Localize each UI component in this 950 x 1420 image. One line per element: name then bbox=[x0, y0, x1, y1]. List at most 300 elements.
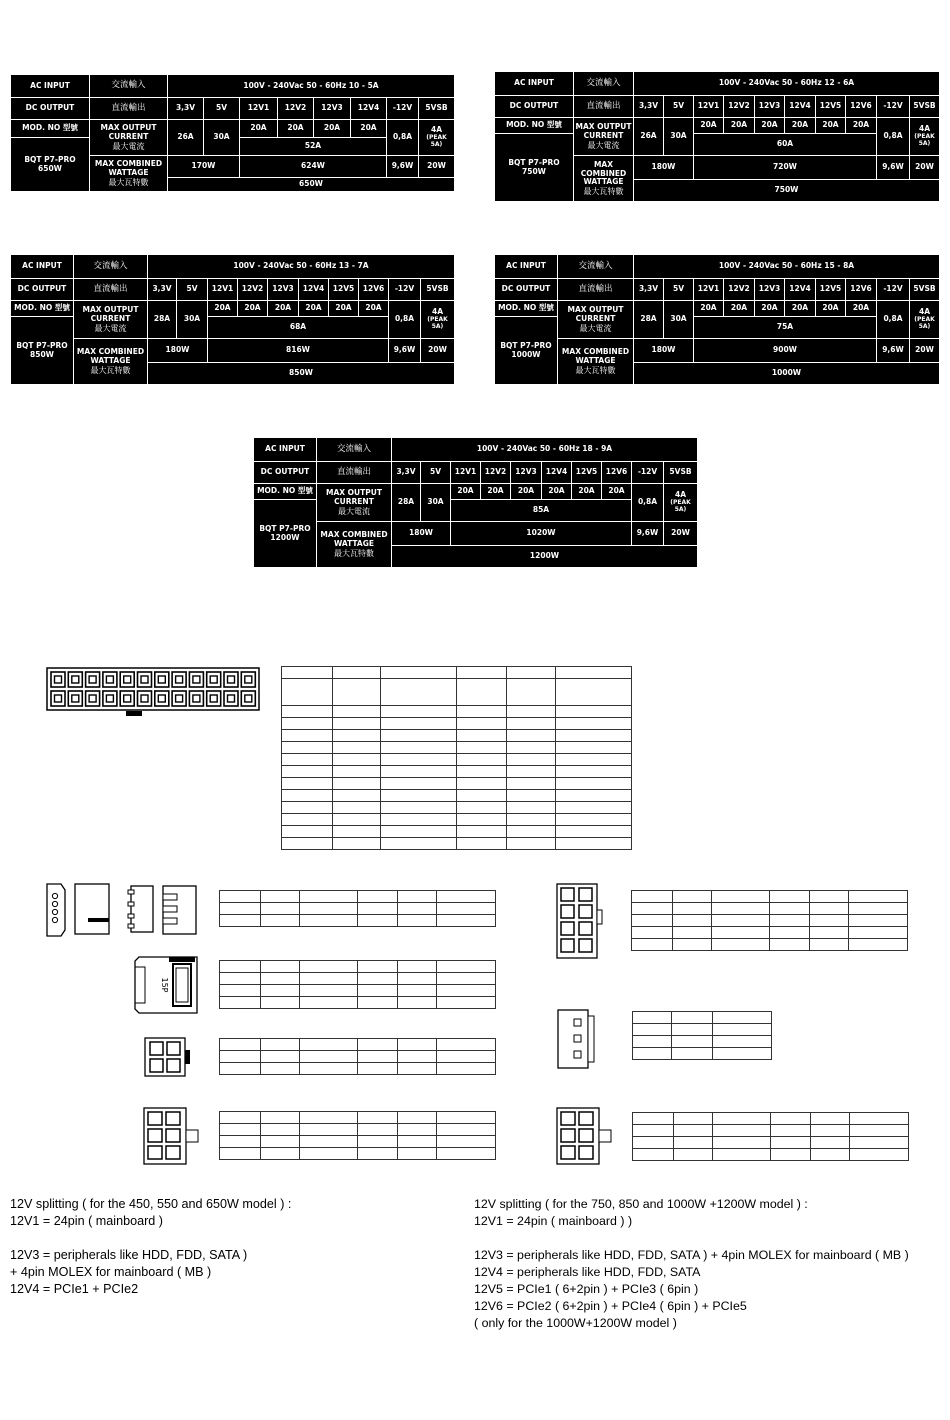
wattage-3v3-5v: 180W bbox=[634, 156, 694, 180]
table-cell bbox=[381, 766, 457, 778]
table-cell bbox=[299, 1051, 358, 1063]
table-cell bbox=[332, 742, 381, 754]
table-cell bbox=[556, 679, 632, 706]
table-cell bbox=[299, 915, 358, 927]
spec-table-750w bbox=[495, 72, 940, 202]
table-cell bbox=[506, 838, 556, 850]
wattage-12v: 816W bbox=[208, 339, 389, 363]
table-row bbox=[220, 891, 496, 903]
table-cell bbox=[358, 973, 398, 985]
table-cell bbox=[381, 718, 457, 730]
table-cell bbox=[332, 730, 381, 742]
table-cell bbox=[299, 961, 358, 973]
table-cell bbox=[672, 903, 711, 915]
current-text-cn: 最大電流 bbox=[94, 323, 127, 333]
table-cell bbox=[456, 838, 506, 850]
current-value: 20A bbox=[511, 484, 542, 500]
table-cell bbox=[299, 1112, 358, 1124]
pin-icon bbox=[241, 691, 255, 706]
notes-right-line: ( only for the 1000W+1200W model ) bbox=[474, 1316, 677, 1330]
table-cell bbox=[633, 1149, 674, 1161]
table-cell bbox=[506, 802, 556, 814]
table-cell bbox=[456, 706, 506, 718]
current-value: 20A bbox=[451, 484, 481, 500]
dc-output-label: DC OUTPUT bbox=[495, 279, 558, 301]
pin-icon bbox=[224, 672, 238, 687]
dc-output-label-cn: 直流輸出 bbox=[558, 279, 634, 301]
table-cell bbox=[810, 939, 849, 951]
ac-input-value: 100V - 240Vac 50 - 60Hz 13 - 7A bbox=[148, 255, 455, 279]
rail-label: -12V bbox=[387, 98, 419, 120]
notes-left-line: 12V3 = peripherals like HDD, FDD, SATA ) bbox=[10, 1248, 248, 1262]
pin-icon bbox=[207, 672, 221, 687]
max-combined-wattage-label bbox=[574, 156, 634, 202]
table-cell bbox=[381, 730, 457, 742]
pcie-8pin-connector-icon bbox=[555, 1106, 615, 1166]
table-cell bbox=[282, 679, 333, 706]
rail-label: 12V1 bbox=[451, 462, 481, 484]
current-value: 20A bbox=[785, 118, 816, 134]
max-combined-text: MAX COMBINED bbox=[94, 159, 163, 169]
rail-label: 12V2 bbox=[724, 279, 755, 301]
current-value: 20A bbox=[846, 118, 877, 134]
table-row bbox=[220, 1063, 496, 1075]
notes-spacer bbox=[10, 1230, 450, 1247]
notes-left-line: 12V4 = PCIe1 + PCIe2 bbox=[10, 1282, 139, 1296]
wattage-3v3-5v: 170W bbox=[168, 156, 240, 178]
rail-label: 5V bbox=[177, 279, 208, 301]
sata-connector-icon bbox=[132, 955, 198, 1015]
table-cell bbox=[556, 766, 632, 778]
current-5vsb-text: 4A bbox=[918, 307, 931, 317]
notes-left bbox=[10, 1196, 450, 1298]
pinout-table-molex bbox=[219, 890, 496, 927]
current-5vsb-text: 4A bbox=[430, 125, 443, 135]
ac-input-value: 100V - 240Vac 50 - 60Hz 12 - 6A bbox=[634, 72, 940, 96]
pin-icon bbox=[51, 672, 65, 687]
rail-label: 12V1 bbox=[240, 98, 278, 120]
ac-input-label: AC INPUT bbox=[11, 75, 90, 98]
current-value: 30A bbox=[664, 118, 694, 156]
table-cell bbox=[299, 1063, 358, 1075]
table-cell bbox=[358, 1148, 398, 1160]
table-cell bbox=[220, 903, 261, 915]
table-cell bbox=[810, 903, 849, 915]
table-cell bbox=[556, 814, 632, 826]
table-row bbox=[633, 1113, 909, 1125]
table-row bbox=[220, 915, 496, 927]
table-cell bbox=[712, 1149, 771, 1161]
table-cell bbox=[299, 985, 358, 997]
table-cell bbox=[632, 915, 673, 927]
dc-output-label: DC OUTPUT bbox=[254, 462, 317, 484]
mod-no-label: MOD. NO 型號 bbox=[495, 118, 574, 134]
table-cell bbox=[672, 915, 711, 927]
pinout-table-eps8 bbox=[631, 890, 908, 951]
rail-label: 5VSB bbox=[421, 279, 455, 301]
table-cell bbox=[506, 790, 556, 802]
pin-icon bbox=[241, 672, 255, 687]
rail-label: 12V2 bbox=[481, 462, 511, 484]
table-cell bbox=[556, 778, 632, 790]
table-row bbox=[282, 667, 632, 679]
table-cell bbox=[632, 927, 673, 939]
max-combined-text: MAX COMBINED bbox=[76, 347, 145, 357]
wattage-minus12v: 9,6W bbox=[877, 156, 910, 180]
table-cell bbox=[220, 915, 261, 927]
rail-label: 12V1 bbox=[208, 279, 238, 301]
wattage-3v3-5v: 180W bbox=[392, 522, 451, 546]
table-row bbox=[220, 985, 496, 997]
table-cell bbox=[711, 927, 770, 939]
current-value: 28A bbox=[392, 484, 421, 522]
table-row bbox=[282, 706, 632, 718]
table-cell bbox=[381, 790, 457, 802]
max-combined-text: MAX COMBINED bbox=[580, 159, 627, 178]
current-value: 20A bbox=[694, 301, 724, 317]
table-cell bbox=[358, 915, 398, 927]
table-cell bbox=[381, 754, 457, 766]
table-cell bbox=[332, 766, 381, 778]
rail-label: 5VSB bbox=[910, 279, 940, 301]
rail-label: 5V bbox=[421, 462, 451, 484]
current-value: 20A bbox=[299, 301, 329, 317]
table-row bbox=[282, 730, 632, 742]
table-cell bbox=[672, 939, 711, 951]
table-cell bbox=[556, 667, 632, 679]
table-cell bbox=[437, 973, 496, 985]
current-value-5vsb bbox=[910, 301, 940, 339]
table-cell bbox=[282, 814, 333, 826]
model-name: BQT P7-PRO 850W bbox=[11, 317, 74, 385]
notes-left-line: 12V1 = 24pin ( mainboard ) bbox=[10, 1214, 163, 1228]
combined-12v-current: 75A bbox=[694, 317, 877, 339]
table-row bbox=[282, 754, 632, 766]
current-value: 20A bbox=[572, 484, 602, 500]
wattage-5vsb: 20W bbox=[664, 522, 698, 546]
table-cell bbox=[437, 985, 496, 997]
ac-input-label-cn: 交流輸入 bbox=[574, 72, 634, 96]
total-wattage: 1200W bbox=[392, 546, 698, 568]
table-cell bbox=[381, 742, 457, 754]
spec-table-650w bbox=[11, 75, 455, 192]
pinout-table-cpu4 bbox=[219, 1038, 496, 1075]
table-cell bbox=[332, 814, 381, 826]
table-cell bbox=[849, 903, 908, 915]
table-cell bbox=[282, 838, 333, 850]
table-cell bbox=[381, 838, 457, 850]
current-text: CURRENT bbox=[108, 131, 149, 141]
rail-label: 3,3V bbox=[148, 279, 177, 301]
combined-12v-current: 68A bbox=[208, 317, 389, 339]
current-value: 20A bbox=[755, 301, 785, 317]
table-cell bbox=[556, 742, 632, 754]
max-combined-wattage-label bbox=[317, 522, 392, 568]
table-cell bbox=[282, 754, 333, 766]
table-cell bbox=[299, 1148, 358, 1160]
table-cell bbox=[299, 973, 358, 985]
rail-label: 3,3V bbox=[168, 98, 204, 120]
spec-table-1000w bbox=[495, 255, 940, 385]
table-cell bbox=[358, 1112, 398, 1124]
wattage-text-cn: 最大瓦特數 bbox=[583, 186, 624, 196]
table-cell bbox=[282, 730, 333, 742]
rail-label: 12V3 bbox=[755, 279, 785, 301]
table-cell bbox=[632, 903, 673, 915]
mod-no-label: MOD. NO 型號 bbox=[495, 301, 558, 317]
combined-12v-current: 52A bbox=[240, 138, 387, 156]
max-combined-text: MAX COMBINED bbox=[320, 530, 388, 540]
combined-12v-current: 85A bbox=[451, 500, 632, 522]
table-cell bbox=[260, 1063, 299, 1075]
notes-right-line: 12V3 = peripherals like HDD, FDD, SATA ) + 4pin MOLEX for mainboard ( MB ) bbox=[474, 1248, 909, 1262]
table-cell bbox=[332, 826, 381, 838]
table-cell bbox=[299, 1136, 358, 1148]
table-cell bbox=[556, 706, 632, 718]
rail-label: 12V3 bbox=[268, 279, 299, 301]
table-cell bbox=[770, 915, 810, 927]
current-value-5vsb bbox=[910, 118, 940, 156]
table-row bbox=[633, 1024, 772, 1036]
table-cell bbox=[332, 679, 381, 706]
current-value: 20A bbox=[542, 484, 572, 500]
spec-table-850w bbox=[11, 255, 455, 385]
table-cell bbox=[260, 985, 299, 997]
max-output-current-label bbox=[74, 301, 148, 339]
table-cell bbox=[282, 790, 333, 802]
table-cell bbox=[672, 1012, 713, 1024]
dc-output-label: DC OUTPUT bbox=[11, 98, 90, 120]
current-value-5vsb bbox=[419, 120, 455, 156]
table-cell bbox=[673, 1125, 712, 1137]
ac-input-label-cn: 交流輸入 bbox=[317, 438, 392, 462]
notes-spacer bbox=[474, 1230, 944, 1247]
table-cell bbox=[220, 1051, 261, 1063]
current-value: 0,8A bbox=[877, 301, 910, 339]
table-cell bbox=[673, 1113, 712, 1125]
table-cell bbox=[398, 973, 437, 985]
table-cell bbox=[673, 1137, 712, 1149]
current-text: CURRENT bbox=[334, 496, 374, 506]
table-row bbox=[282, 790, 632, 802]
current-value: 20A bbox=[694, 118, 724, 134]
table-cell bbox=[771, 1125, 811, 1137]
current-value: 20A bbox=[816, 301, 846, 317]
rail-label: -12V bbox=[877, 279, 910, 301]
table-cell bbox=[849, 915, 908, 927]
table-cell bbox=[506, 730, 556, 742]
table-cell bbox=[220, 1124, 261, 1136]
dc-output-label-cn: 直流輸出 bbox=[574, 96, 634, 118]
table-cell bbox=[220, 891, 261, 903]
table-row bbox=[282, 826, 632, 838]
table-cell bbox=[381, 802, 457, 814]
table-cell bbox=[672, 1024, 713, 1036]
table-cell bbox=[711, 903, 770, 915]
table-cell bbox=[437, 915, 496, 927]
table-cell bbox=[506, 667, 556, 679]
table-cell bbox=[456, 814, 506, 826]
wattage-text: WATTAGE bbox=[90, 355, 131, 365]
table-cell bbox=[713, 1012, 772, 1024]
table-cell bbox=[398, 1039, 437, 1051]
ac-input-value: 100V - 240Vac 50 - 60Hz 18 - 9A bbox=[392, 438, 698, 462]
table-row bbox=[282, 814, 632, 826]
table-cell bbox=[770, 939, 810, 951]
combined-12v-current: 60A bbox=[694, 134, 877, 156]
table-cell bbox=[398, 961, 437, 973]
table-cell bbox=[220, 1136, 261, 1148]
current-value: 20A bbox=[238, 301, 268, 317]
table-cell bbox=[437, 961, 496, 973]
current-text-cn: 最大電流 bbox=[587, 140, 620, 150]
table-cell bbox=[437, 1051, 496, 1063]
notes-left-title: 12V splitting ( for the 450, 550 and 650W model ) : bbox=[10, 1197, 292, 1211]
table-cell bbox=[437, 1112, 496, 1124]
table-cell bbox=[358, 1063, 398, 1075]
current-value: 0,8A bbox=[389, 301, 421, 339]
table-cell bbox=[220, 1148, 261, 1160]
table-cell bbox=[771, 1137, 811, 1149]
dc-output-label: DC OUTPUT bbox=[495, 96, 574, 118]
current-value: 0,8A bbox=[632, 484, 664, 522]
rail-label: 12V5 bbox=[329, 279, 359, 301]
current-value-5vsb bbox=[664, 484, 698, 522]
rail-label: 12V1 bbox=[694, 96, 724, 118]
wattage-5vsb: 20W bbox=[421, 339, 455, 363]
table-cell bbox=[358, 961, 398, 973]
current-value: 20A bbox=[329, 301, 359, 317]
table-row bbox=[633, 1012, 772, 1024]
table-cell bbox=[381, 826, 457, 838]
pin-icon bbox=[138, 672, 152, 687]
table-cell bbox=[556, 826, 632, 838]
table-row bbox=[633, 1036, 772, 1048]
table-cell bbox=[260, 1112, 299, 1124]
pin-icon bbox=[207, 691, 221, 706]
table-row bbox=[633, 1125, 909, 1137]
current-value: 20A bbox=[208, 301, 238, 317]
table-cell bbox=[260, 997, 299, 1009]
table-cell bbox=[282, 766, 333, 778]
pinout-table-fdd bbox=[632, 1011, 772, 1060]
rail-label: 12V5 bbox=[572, 462, 602, 484]
table-cell bbox=[672, 891, 711, 903]
pin-icon bbox=[103, 691, 117, 706]
dc-output-label: DC OUTPUT bbox=[11, 279, 74, 301]
max-output-text: MAX OUTPUT bbox=[567, 305, 624, 315]
model-name: BQT P7-PRO 1000W bbox=[495, 317, 558, 385]
table-cell bbox=[456, 790, 506, 802]
current-value: 20A bbox=[278, 120, 314, 138]
wattage-12v: 624W bbox=[240, 156, 387, 178]
fdd-connector-icon bbox=[556, 1008, 598, 1070]
table-cell bbox=[437, 1063, 496, 1075]
rail-label: -12V bbox=[877, 96, 910, 118]
rail-label: 12V1 bbox=[694, 279, 724, 301]
table-row bbox=[220, 1112, 496, 1124]
pinout-table-pcie6 bbox=[219, 1111, 496, 1160]
table-cell bbox=[456, 679, 506, 706]
max-output-current-label bbox=[558, 301, 634, 339]
table-cell bbox=[381, 778, 457, 790]
table-row bbox=[282, 718, 632, 730]
model-name: BQT P7-PRO 1200W bbox=[254, 500, 317, 568]
table-row bbox=[282, 778, 632, 790]
table-cell bbox=[332, 838, 381, 850]
wattage-text: WATTAGE bbox=[108, 167, 149, 177]
table-cell bbox=[282, 718, 333, 730]
table-cell bbox=[437, 1148, 496, 1160]
ac-input-label: AC INPUT bbox=[495, 72, 574, 96]
rail-label: 12V6 bbox=[602, 462, 632, 484]
current-5vsb-text: 4A bbox=[918, 124, 931, 134]
table-cell bbox=[437, 997, 496, 1009]
table-cell bbox=[220, 1063, 261, 1075]
wattage-5vsb: 20W bbox=[910, 339, 940, 363]
peak-text: (PEAK 5A) bbox=[427, 315, 448, 330]
table-cell bbox=[437, 1124, 496, 1136]
table-cell bbox=[506, 826, 556, 838]
wattage-minus12v: 9,6W bbox=[387, 156, 419, 178]
max-output-text: MAX OUTPUT bbox=[82, 305, 139, 315]
atx-24pin-connector-icon bbox=[46, 665, 262, 721]
wattage-3v3-5v: 180W bbox=[634, 339, 694, 363]
total-wattage: 850W bbox=[148, 363, 455, 385]
current-value: 30A bbox=[204, 120, 240, 156]
current-text: CURRENT bbox=[575, 313, 616, 323]
table-cell bbox=[672, 1048, 713, 1060]
table-cell bbox=[299, 1124, 358, 1136]
pin-icon bbox=[189, 672, 203, 687]
table-cell bbox=[810, 891, 849, 903]
current-value: 28A bbox=[634, 301, 664, 339]
current-value: 20A bbox=[755, 118, 785, 134]
table-cell bbox=[711, 915, 770, 927]
table-cell bbox=[456, 730, 506, 742]
current-value: 26A bbox=[634, 118, 664, 156]
cpu-4pin-connector-icon bbox=[143, 1036, 193, 1078]
table-cell bbox=[260, 903, 299, 915]
rail-label: 12V6 bbox=[846, 96, 877, 118]
table-cell bbox=[398, 1063, 437, 1075]
current-5vsb-text: 4A bbox=[674, 490, 687, 500]
wattage-3v3-5v: 180W bbox=[148, 339, 208, 363]
current-text: CURRENT bbox=[583, 130, 624, 140]
table-cell bbox=[437, 1136, 496, 1148]
table-cell bbox=[260, 1136, 299, 1148]
current-text-cn: 最大電流 bbox=[112, 141, 145, 151]
rail-label: 12V2 bbox=[238, 279, 268, 301]
table-cell bbox=[398, 1051, 437, 1063]
table-cell bbox=[398, 1148, 437, 1160]
sata-15p-label: 15P bbox=[160, 977, 169, 993]
peak-text: (PEAK 5A) bbox=[426, 133, 447, 148]
table-row bbox=[220, 1051, 496, 1063]
table-cell bbox=[260, 891, 299, 903]
wattage-12v: 900W bbox=[694, 339, 877, 363]
max-output-current-label bbox=[317, 484, 392, 522]
table-row bbox=[282, 838, 632, 850]
current-text-cn: 最大電流 bbox=[338, 506, 370, 516]
rail-label: 5V bbox=[204, 98, 240, 120]
wattage-minus12v: 9,6W bbox=[632, 522, 664, 546]
table-cell bbox=[332, 790, 381, 802]
table-cell bbox=[358, 997, 398, 1009]
table-row bbox=[220, 997, 496, 1009]
table-cell bbox=[332, 718, 381, 730]
table-cell bbox=[260, 1039, 299, 1051]
